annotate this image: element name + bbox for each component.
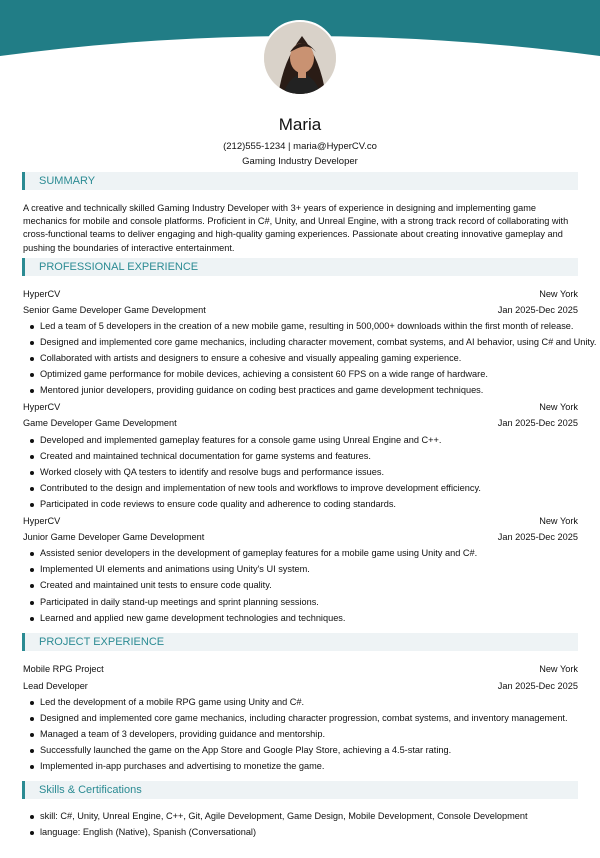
list-item: Learned and applied new game development technologies and techniques.: [30, 613, 578, 625]
job-header: [23, 516, 578, 528]
section-title: Skills & Certifications: [39, 784, 142, 796]
list-item: Managed a team of 3 developers, providing guidance and mentorship.: [30, 729, 578, 741]
project-header: [23, 664, 578, 676]
bullet-icon: [30, 584, 34, 588]
candidate-name: Maria: [278, 115, 322, 134]
company-name: HyperCV: [23, 289, 61, 299]
bullet-icon: [30, 815, 34, 819]
list-item: Led a team of 5 developers in the creation of a new mobile game, resulting in 500,000+ downloads within the first month of release.: [30, 321, 578, 333]
candidate-title: Gaming Industry Developer: [242, 156, 358, 167]
bullet-icon: [30, 831, 34, 835]
section-title: SUMMARY: [39, 175, 96, 187]
bullet-icon: [30, 487, 34, 491]
bullet-icon: [30, 733, 34, 737]
list-item: Collaborated with artists and designers to ensure a cohesive and visually appealing gaming experience.: [30, 353, 578, 365]
list-item: Contributed to the design and implementation of new tools and workflows to improve development efficiency.: [30, 483, 578, 495]
section-title: PROFESSIONAL EXPERIENCE: [39, 261, 199, 273]
job-dates: Jan 2025-Dec 2025: [497, 305, 578, 315]
bullet-icon: [30, 617, 34, 621]
section-header-projects: [22, 633, 578, 651]
section-header-skills: [22, 781, 578, 799]
bullet-icon: [30, 373, 34, 377]
bullet-icon: [30, 455, 34, 459]
list-item: Created and maintained unit tests to ensure code quality.: [30, 580, 578, 592]
list-item: Successfully launched the game on the App Store and Google Play Store, achieving a 4.5-star rating.: [30, 745, 578, 757]
bullet-icon: [30, 701, 34, 705]
job-role-row: [23, 532, 578, 544]
job-header: [23, 289, 578, 301]
bullet-icon: [30, 503, 34, 507]
list-item: Developed and implemented gameplay features for a console game using Unreal Engine and C++.: [30, 435, 578, 447]
bullet-icon: [30, 765, 34, 769]
list-item: Led the development of a mobile RPG game using Unity and C#.: [30, 697, 578, 709]
bullet-icon: [30, 389, 34, 393]
bullet-icon: [30, 601, 34, 605]
bullet-icon: [30, 749, 34, 753]
section-header-summary: [22, 172, 578, 190]
list-item: Designed and implemented core game mechanics, including character movement, combat systems, and AI behavior, using C# and Unity.: [30, 337, 578, 349]
list-item: Participated in code reviews to ensure code quality and adherence to coding standards.: [30, 499, 578, 511]
section-header-experience: [22, 258, 578, 276]
list-item: Participated in daily stand-up meetings and sprint planning sessions.: [30, 597, 578, 609]
section-title: PROJECT EXPERIENCE: [39, 636, 165, 648]
job-role: Junior Game Developer Game Development: [23, 532, 205, 542]
list-item: Implemented in-app purchases and advertising to monetize the game.: [30, 761, 578, 773]
bullet-icon: [30, 568, 34, 572]
bullet-icon: [30, 552, 34, 556]
project-role: Lead Developer: [23, 681, 88, 691]
bullet-icon: [30, 357, 34, 361]
list-item: Optimized game performance for mobile devices, achieving a consistent 60 FPS on a wide range of hardware.: [30, 369, 578, 381]
list-item: Implemented UI elements and animations using Unity's UI system.: [30, 564, 578, 576]
bullet-icon: [30, 341, 34, 345]
company-name: HyperCV: [23, 402, 61, 412]
job-location: New York: [539, 289, 578, 299]
job-dates: Jan 2025-Dec 2025: [497, 532, 578, 542]
job-role: Senior Game Developer Game Development: [23, 305, 206, 315]
job-header: [23, 402, 578, 414]
project-name: Mobile RPG Project: [23, 664, 104, 674]
list-item: Created and maintained technical documentation for game systems and features.: [30, 451, 578, 463]
profile-photo: [264, 22, 338, 96]
job-role: Game Developer Game Development: [23, 418, 177, 428]
summary-paragraph: A creative and technically skilled Gaming Industry Developer with 3+ years of experience in designing and implementing game mechanics for mobile and console platforms. Proficient in C#, Unity, and Unreal Engine, with a strong track record of collaborating with cross-functional teams to deliver engaging and high-quality gaming experiences. Passionate about creating innovative gameplay and pushing the boundaries of interactive entertainment.: [23, 203, 569, 253]
company-name: HyperCV: [23, 516, 61, 526]
avatar: [262, 20, 338, 96]
list-item: Mentored junior developers, providing guidance on coding best practices and game development techniques.: [30, 385, 578, 397]
list-item: skill: C#, Unity, Unreal Engine, C++, Git, Agile Development, Game Design, Mobile Development, Console Development: [30, 811, 578, 823]
project-role-row: [23, 681, 578, 693]
job-dates: Jan 2025-Dec 2025: [497, 418, 578, 428]
list-item: Assisted senior developers in the development of gameplay features for a mobile game using Unity and C#.: [30, 548, 578, 560]
job-role-row: [23, 305, 578, 317]
bullet-icon: [30, 325, 34, 329]
bullet-icon: [30, 471, 34, 475]
project-dates: Jan 2025-Dec 2025: [497, 681, 578, 691]
bullet-icon: [30, 439, 34, 443]
project-location: New York: [539, 664, 578, 674]
list-item: language: English (Native), Spanish (Conversational): [30, 827, 578, 839]
job-location: New York: [539, 402, 578, 412]
job-role-row: [23, 418, 578, 430]
bullet-icon: [30, 717, 34, 721]
job-location: New York: [539, 516, 578, 526]
list-item: Worked closely with QA testers to identify and resolve bugs and performance issues.: [30, 467, 578, 479]
list-item: Designed and implemented core game mechanics, including character progression, combat systems, and inventory management.: [30, 713, 578, 725]
contact-info: (212)555-1234 | maria@HyperCV.co: [223, 141, 377, 152]
